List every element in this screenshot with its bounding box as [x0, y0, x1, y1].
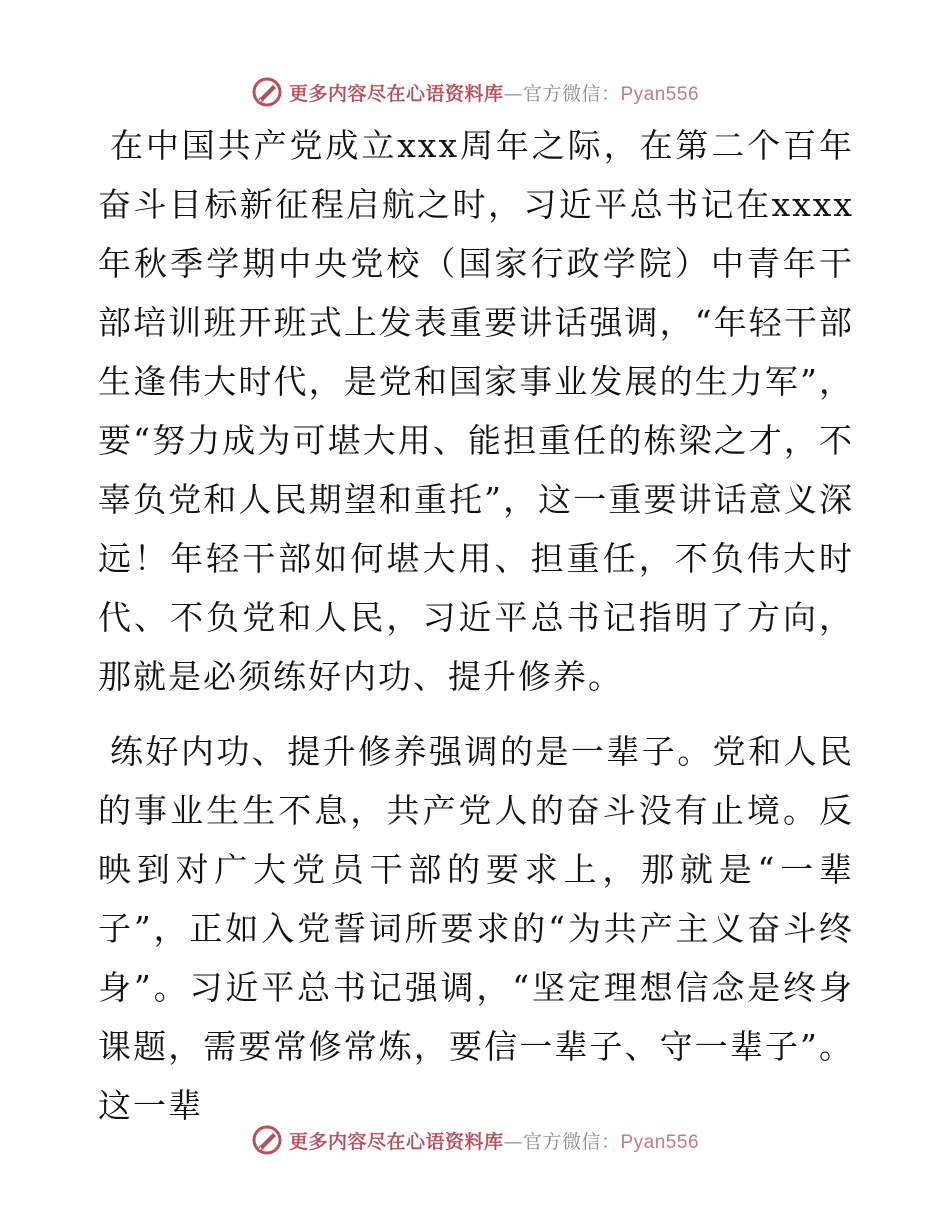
header-watermark — [0, 72, 950, 112]
watermark-brand: 更多内容尽在心语资料库 — [288, 1130, 504, 1153]
watermark-text — [289, 79, 699, 106]
watermark-group — [251, 1124, 699, 1156]
watermark-official-label: 官方微信： — [522, 82, 621, 105]
watermark-group — [251, 76, 699, 108]
pen-circle-logo-icon — [251, 1124, 283, 1156]
watermark-text — [289, 1127, 699, 1154]
watermark-official-label: 官方微信： — [522, 1130, 621, 1153]
watermark-separator: — — [503, 1130, 523, 1153]
watermark-brand: 更多内容尽在心语资料库 — [288, 82, 504, 105]
watermark-separator: — — [503, 82, 523, 105]
document-body — [98, 116, 854, 1135]
paragraph-2: 练好内功、提升修养强调的是一辈子。党和人民的事业生生不息，共产党人的奋斗没有止境。反映到对广大党员干部的要求上，那就是“一辈子”，正如入党誓词所要求的“为共产主义奋斗终身”。习近平总书记强调，“坚定理想信念是终身课题，需要常修常炼，要信一辈子、守一辈子”。这一辈 — [98, 732, 854, 1125]
watermark-wechat-id: Pyan556 — [620, 1131, 700, 1153]
pen-circle-logo-icon — [251, 76, 283, 108]
watermark-wechat-id: Pyan556 — [620, 83, 700, 105]
footer-watermark — [0, 1120, 950, 1160]
paragraph-1: 在中国共产党成立xxx周年之际，在第二个百年奋斗目标新征程启航之时，习近平总书记在xxxx年秋季学期中央党校（国家行政学院）中青年干部培训班开班式上发表重要讲话强调，“年轻干部生逢伟大时代，是党和国家事业发展的生力军”，要“努力成为可堪大用、能担重任的栋梁之才，不辜负党和人民期望和重托”，这一重要讲话意义深远！年轻干部如何堪大用、担重任，不负伟大时代、不负党和人民，习近平总书记指明了方向，那就是必须练好内功、提升修养。 — [98, 126, 854, 696]
